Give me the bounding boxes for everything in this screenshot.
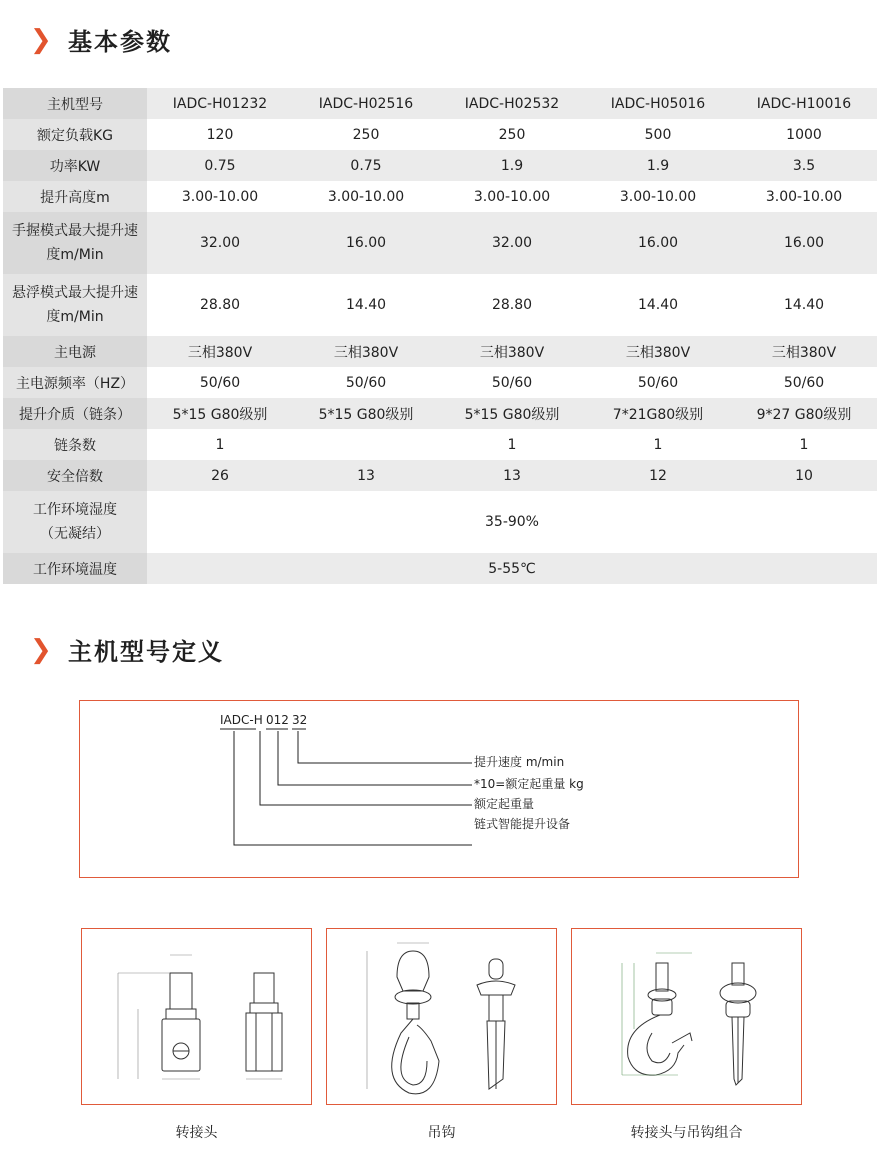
table-cell: 13 [293, 460, 439, 491]
table-cell: 三相380V [439, 336, 585, 367]
table-cell: 3.5 [731, 150, 877, 181]
table-row [3, 336, 877, 367]
table-cell: 1.9 [439, 150, 585, 181]
table-cell: 1000 [731, 119, 877, 150]
table-cell: 1 [731, 429, 877, 460]
table-cell: IADC-H05016 [585, 88, 731, 119]
table-cell: 3.00-10.00 [585, 181, 731, 212]
table-cell: IADC-H10016 [731, 88, 877, 119]
table-cell: 1 [585, 429, 731, 460]
table-cell: 5*15 G80级别 [293, 398, 439, 429]
row-label: 提升高度m [3, 181, 147, 212]
panel-hook [326, 928, 557, 1105]
table-cell-merged: 5-55℃ [147, 553, 877, 584]
table-cell: 14.40 [293, 274, 439, 336]
table-cell: 26 [147, 460, 293, 491]
code-prefix: IADC-H [220, 713, 263, 727]
row-label: 链条数 [3, 429, 147, 460]
table-cell: 50/60 [147, 367, 293, 398]
panel-adapter-hook [571, 928, 802, 1105]
table-row [3, 88, 877, 119]
panel-adapter [81, 928, 312, 1105]
table-cell: 7*21G80级别 [585, 398, 731, 429]
code-end: 32 [292, 713, 308, 727]
section-title-text: 基本参数 [68, 28, 172, 56]
table-cell: 5*15 G80级别 [439, 398, 585, 429]
table-cell: 5*15 G80级别 [147, 398, 293, 429]
table-cell: 1.9 [585, 150, 731, 181]
table-cell: 1 [147, 429, 293, 460]
legend-device-type: 链式智能提升设备 [474, 817, 571, 831]
table-cell: 10 [731, 460, 877, 491]
caption-hook: 吊钩 [427, 1125, 456, 1141]
row-label: 主机型号 [3, 88, 147, 119]
table-cell: 三相380V [293, 336, 439, 367]
spec-table [3, 88, 877, 584]
hook-drawing [327, 929, 558, 1106]
table-cell: 3.00-10.00 [439, 181, 585, 212]
table-cell-merged: 35-90% [147, 491, 877, 553]
row-label: 手握模式最大提升速度m/Min [3, 212, 147, 274]
row-label: 额定负载KG [3, 119, 147, 150]
code-leader-lines [80, 701, 800, 879]
table-row [3, 460, 877, 491]
table-cell: 50/60 [585, 367, 731, 398]
section-title-basic [30, 22, 172, 57]
table-cell: 3.00-10.00 [293, 181, 439, 212]
row-label: 主电源 [3, 336, 147, 367]
section-title-text: 主机型号定义 [68, 638, 224, 666]
table-cell: 500 [585, 119, 731, 150]
table-cell: 三相380V [147, 336, 293, 367]
table-cell: 28.80 [439, 274, 585, 336]
table-cell: 1 [439, 429, 585, 460]
table-cell: 12 [585, 460, 731, 491]
caption-adapter: 转接头 [175, 1125, 218, 1141]
adapter-drawing [82, 929, 313, 1106]
row-label: 提升介质（链条） [3, 398, 147, 429]
table-row [3, 398, 877, 429]
table-cell: 0.75 [147, 150, 293, 181]
table-row [3, 274, 877, 336]
table-cell: IADC-H01232 [147, 88, 293, 119]
row-label: 主电源频率（HZ） [3, 367, 147, 398]
table-row [3, 181, 877, 212]
chevron-right-icon: ❯ [30, 634, 52, 665]
table-cell: 28.80 [147, 274, 293, 336]
legend-rated-load: 额定起重量 [474, 797, 535, 811]
table-cell: 250 [293, 119, 439, 150]
table-cell: 16.00 [585, 212, 731, 274]
row-label: 安全倍数 [3, 460, 147, 491]
table-cell: 三相380V [585, 336, 731, 367]
table-cell [293, 429, 439, 460]
table-cell: 13 [439, 460, 585, 491]
table-row [3, 119, 877, 150]
legend-rated-load-code: *10=额定起重量 kg [474, 777, 584, 791]
table-cell: 3.00-10.00 [731, 181, 877, 212]
code-mid: 012 [266, 713, 289, 727]
table-cell: 14.40 [585, 274, 731, 336]
section-title-model [30, 632, 224, 667]
adapter-hook-drawing [572, 929, 803, 1106]
table-cell: 16.00 [731, 212, 877, 274]
table-cell: 250 [439, 119, 585, 150]
table-cell: 50/60 [731, 367, 877, 398]
table-cell: IADC-H02516 [293, 88, 439, 119]
table-row [3, 429, 877, 460]
table-cell: IADC-H02532 [439, 88, 585, 119]
row-label: 悬浮模式最大提升速度m/Min [3, 274, 147, 336]
table-cell: 50/60 [293, 367, 439, 398]
table-cell: 120 [147, 119, 293, 150]
row-label: 功率KW [3, 150, 147, 181]
table-cell: 50/60 [439, 367, 585, 398]
table-cell: 0.75 [293, 150, 439, 181]
table-row [3, 491, 877, 553]
table-cell: 14.40 [731, 274, 877, 336]
chevron-right-icon: ❯ [30, 24, 52, 55]
table-cell: 32.00 [147, 212, 293, 274]
leader-line [298, 731, 472, 763]
row-label: 工作环境湿度（无凝结） [3, 491, 147, 553]
table-cell: 16.00 [293, 212, 439, 274]
table-cell: 3.00-10.00 [147, 181, 293, 212]
table-row [3, 367, 877, 398]
legend-speed: 提升速度 m/min [474, 755, 565, 769]
table-cell: 9*27 G80级别 [731, 398, 877, 429]
model-code-diagram [79, 700, 799, 878]
leader-line [278, 731, 472, 785]
row-label: 工作环境温度 [3, 553, 147, 584]
leader-line [234, 731, 472, 845]
table-cell: 三相380V [731, 336, 877, 367]
table-row [3, 150, 877, 181]
caption-adapter-hook: 转接头与吊钩组合 [630, 1125, 743, 1141]
table-row [3, 212, 877, 274]
leader-line [260, 731, 472, 805]
table-cell: 32.00 [439, 212, 585, 274]
table-row [3, 553, 877, 584]
